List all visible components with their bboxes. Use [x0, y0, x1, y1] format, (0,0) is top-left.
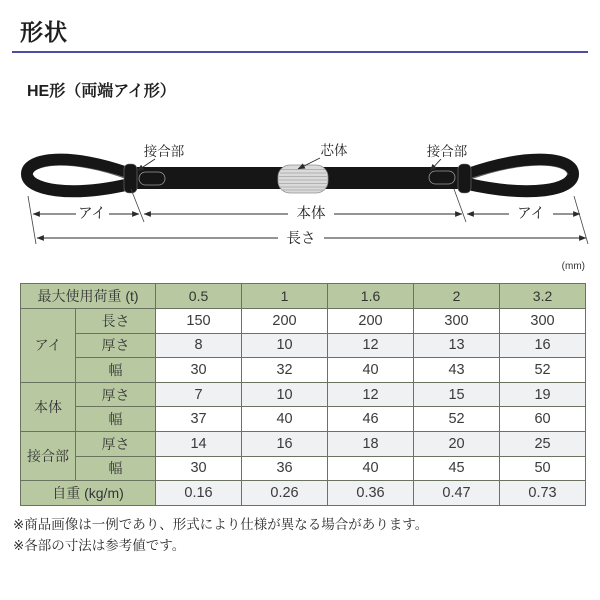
cell: 40 — [242, 407, 328, 432]
cell: 16 — [242, 431, 328, 456]
cell: 8 — [156, 333, 242, 358]
cell: 0.73 — [500, 481, 586, 506]
cell: 18 — [328, 431, 414, 456]
page-title: 形状 — [20, 19, 68, 45]
cell: 200 — [242, 309, 328, 334]
cell: 60 — [500, 407, 586, 432]
table-weight-row — [21, 481, 586, 506]
header-capacity-1: 1 — [242, 284, 328, 309]
joint-right-label: 接合部 — [426, 144, 468, 159]
cell: 12 — [328, 382, 414, 407]
cell: 13 — [414, 333, 500, 358]
cell: 16 — [500, 333, 586, 358]
table-row — [21, 407, 586, 432]
sling-eye-right — [468, 160, 573, 192]
cell: 32 — [242, 358, 328, 383]
header-capacity-0: 0.5 — [156, 284, 242, 309]
header-capacity-4: 3.2 — [500, 284, 586, 309]
cell: 19 — [500, 382, 586, 407]
sling-eye-left — [27, 160, 130, 192]
cell: 150 — [156, 309, 242, 334]
body-dim-label: 本体 — [296, 206, 326, 222]
cell: 52 — [500, 358, 586, 383]
group-label-eye: アイ — [21, 309, 76, 383]
cell: 25 — [500, 431, 586, 456]
cell: 43 — [414, 358, 500, 383]
title-divider — [12, 51, 588, 53]
spec-table — [20, 283, 586, 506]
core-label: 芯体 — [320, 143, 348, 158]
table-row — [21, 309, 586, 334]
cell: 45 — [414, 456, 500, 481]
cell: 36 — [242, 456, 328, 481]
cell: 15 — [414, 382, 500, 407]
cell: 14 — [156, 431, 242, 456]
group-label-body: 本体 — [21, 382, 76, 431]
unit-label: (mm) — [561, 261, 585, 272]
row-label: 幅 — [76, 456, 156, 481]
table-header-row — [21, 284, 586, 309]
cell: 20 — [414, 431, 500, 456]
cell: 0.36 — [328, 481, 414, 506]
row-label: 幅 — [76, 407, 156, 432]
cell: 300 — [500, 309, 586, 334]
cell: 7 — [156, 382, 242, 407]
cell: 37 — [156, 407, 242, 432]
cell: 0.16 — [156, 481, 242, 506]
header-capacity-3: 2 — [414, 284, 500, 309]
cell: 46 — [328, 407, 414, 432]
joint-left-label: 接合部 — [143, 144, 185, 159]
row-label: 厚さ — [76, 333, 156, 358]
cell: 50 — [500, 456, 586, 481]
weight-label: 自重 (kg/m) — [21, 481, 156, 506]
table-row — [21, 382, 586, 407]
table-row — [21, 456, 586, 481]
cell: 40 — [328, 456, 414, 481]
row-label: 長さ — [76, 309, 156, 334]
table-row — [21, 333, 586, 358]
cell: 30 — [156, 358, 242, 383]
cell: 300 — [414, 309, 500, 334]
cell: 0.26 — [242, 481, 328, 506]
cell: 30 — [156, 456, 242, 481]
footnote-item: ※商品画像は一例であり、形式により仕様が異なる場合があります。 — [13, 517, 429, 532]
header-load-label: 最大使用荷重 (t) — [21, 284, 156, 309]
table-row — [21, 358, 586, 383]
eye-left-dim-label: アイ — [78, 206, 106, 222]
sling-core — [278, 165, 328, 193]
group-label-joint: 接合部 — [21, 431, 76, 480]
cell: 10 — [242, 333, 328, 358]
cell: 12 — [328, 333, 414, 358]
row-label: 厚さ — [76, 382, 156, 407]
cell: 0.47 — [414, 481, 500, 506]
length-dim-label: 長さ — [286, 231, 316, 247]
cell: 10 — [242, 382, 328, 407]
eye-right-dim-label: アイ — [517, 206, 545, 222]
table-row — [21, 431, 586, 456]
footnote-item: ※各部の寸法は参考値です。 — [13, 538, 186, 553]
section-subtitle: HE形（両端アイ形） — [27, 83, 176, 100]
footnotes — [13, 514, 593, 556]
cell: 52 — [414, 407, 500, 432]
row-label: 幅 — [76, 358, 156, 383]
cell: 200 — [328, 309, 414, 334]
sling-diagram — [0, 118, 600, 270]
row-label: 厚さ — [76, 431, 156, 456]
cell: 40 — [328, 358, 414, 383]
header-capacity-2: 1.6 — [328, 284, 414, 309]
